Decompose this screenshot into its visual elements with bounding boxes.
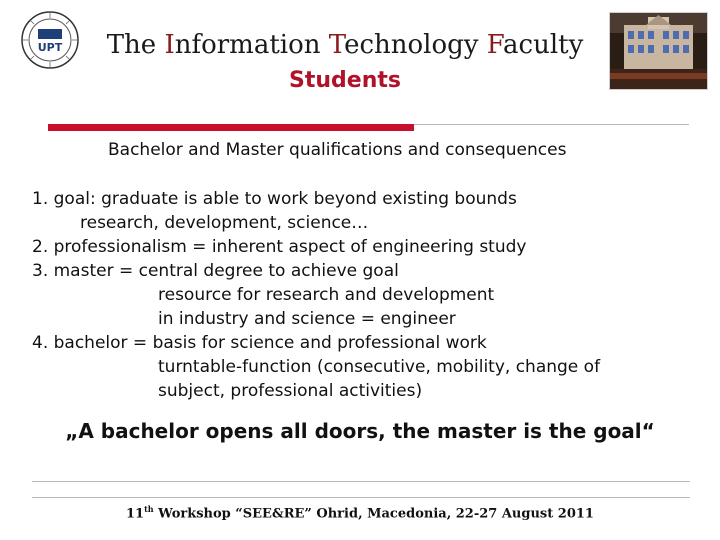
list-item-continuation: resource for research and development	[158, 285, 495, 305]
title-word: nformation	[174, 30, 329, 60]
list-item-continuation: in industry and science = engineer	[158, 309, 456, 329]
header-accent-bar	[48, 124, 414, 131]
title-initial: F	[486, 30, 504, 60]
list-item-continuation: turntable-function (consecutive, mobility, change of	[158, 357, 601, 377]
title-initial: T	[328, 30, 345, 60]
footer-divider-bottom	[32, 497, 690, 498]
footer-ordinal-suffix: th	[144, 504, 154, 514]
list-item: 3. master = central degree to achieve goal	[32, 261, 399, 281]
list-item-continuation: research, development, science…	[80, 213, 369, 233]
list-item: 1. goal: graduate is able to work beyond existing bounds	[32, 189, 517, 209]
page-title	[80, 30, 610, 60]
footer-workshop-line	[0, 504, 720, 521]
footer-text: Workshop “SEE&RE” Ohrid, Macedonia, 22-27 August 2011	[153, 506, 594, 522]
footer-ordinal-number: 11	[126, 506, 145, 522]
list-item: 4. bachelor = basis for science and professional work	[32, 333, 487, 353]
title-initial: I	[164, 30, 175, 60]
list-item-continuation: subject, professional activities)	[158, 381, 423, 401]
university-seal-logo	[20, 10, 80, 70]
list-item: 2. professionalism = inherent aspect of engineering study	[32, 237, 527, 257]
section-heading: Bachelor and Master qualifications and consequences	[108, 140, 567, 160]
qualification-points	[32, 187, 702, 403]
faculty-building-photo	[609, 12, 708, 90]
page-subtitle: Students	[289, 68, 401, 93]
closing-quote: „A bachelor opens all doors, the master is the goal“	[65, 419, 655, 443]
title-word: echnology	[344, 30, 487, 60]
title-word: The	[106, 30, 165, 60]
title-word: aculty	[503, 30, 584, 60]
logo-text: UPT	[37, 41, 63, 54]
footer-divider-top	[32, 481, 690, 482]
